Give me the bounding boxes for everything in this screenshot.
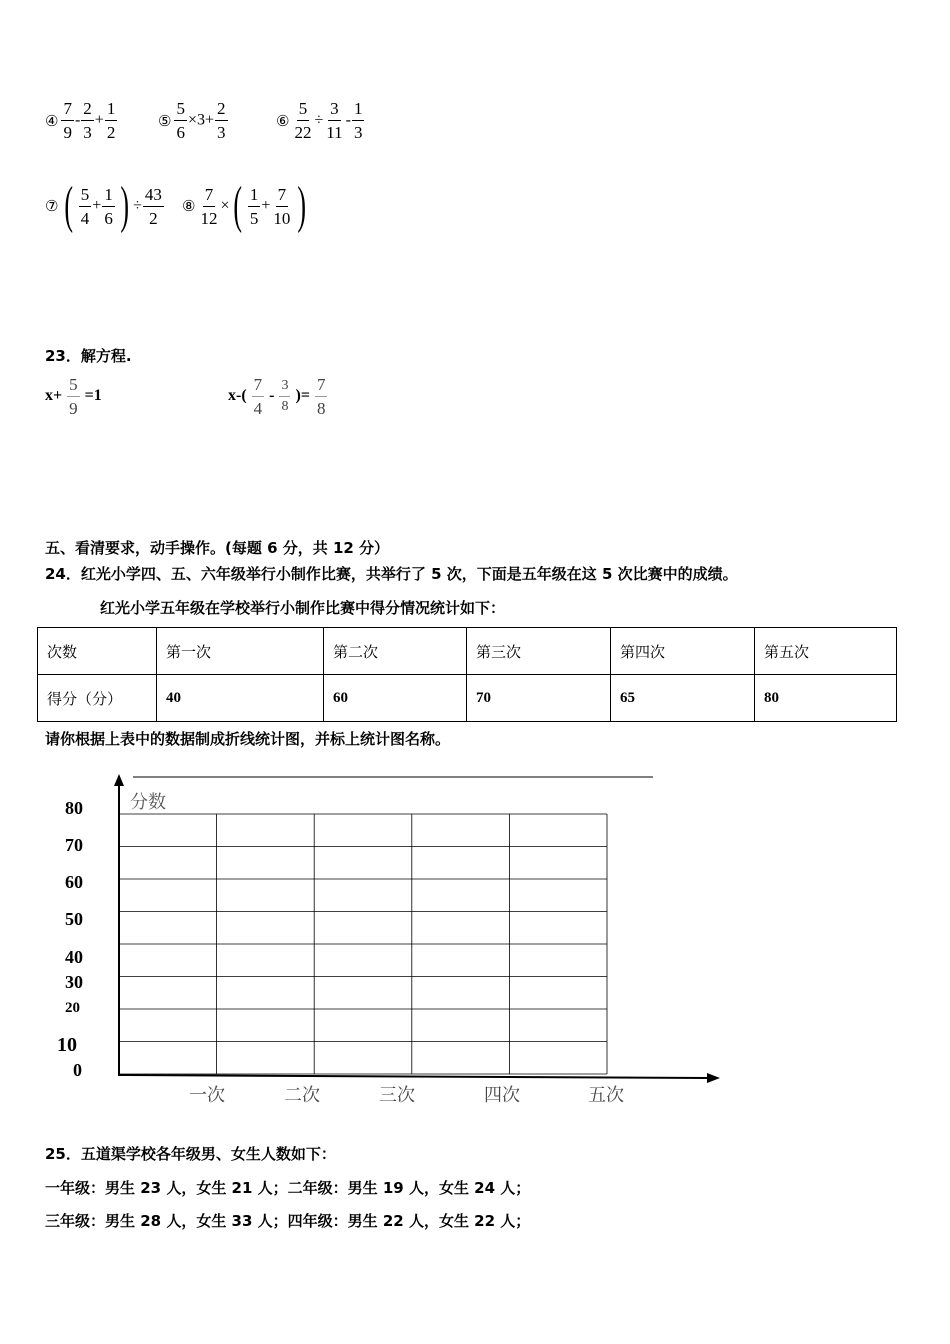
table-cell: 60 (324, 675, 467, 722)
eq1-suffix: =1 (80, 387, 102, 405)
right-paren-glyph: ) (297, 177, 307, 234)
score-table (37, 627, 897, 722)
denominator: 8 (281, 399, 289, 414)
operator: ÷ (133, 197, 142, 214)
x-axis (119, 1075, 708, 1078)
expression-8 (182, 177, 311, 234)
table-header-cell: 第五次 (755, 628, 897, 675)
operator: × (220, 197, 230, 214)
fraction (102, 186, 115, 227)
chart-instruction: 请你根据上表中的数据制成折线统计图，并标上统计图名称。 (45, 730, 451, 748)
y-tick-labels (57, 798, 83, 1080)
q25-line-2: 三年级：男生 28 人，女生 33 人；四年级：男生 22 人，女生 22 人； (45, 1212, 531, 1230)
numerator: 3 (328, 100, 341, 121)
y-axis-label: 分数 (130, 792, 166, 813)
denominator: 3 (217, 123, 226, 142)
denominator: 10 (273, 208, 291, 228)
y-tick-label: 80 (65, 798, 83, 818)
y-tick-label: 0 (73, 1060, 82, 1080)
fraction (215, 100, 228, 141)
numerator: 7 (61, 100, 74, 121)
x-tick-label: 三次 (379, 1085, 415, 1106)
operator: + (94, 111, 104, 129)
operator: ÷ (314, 111, 324, 129)
table-header-cell: 第三次 (467, 628, 611, 675)
table-cell: 得分（分） (38, 675, 157, 722)
fraction (174, 100, 187, 141)
x-tick-label: 一次 (189, 1085, 225, 1106)
operator: + (92, 197, 102, 214)
y-tick-label: 60 (65, 872, 83, 892)
eq2-prefix: x-( (228, 387, 251, 405)
denominator: 9 (63, 123, 72, 142)
numerator: 7 (252, 376, 265, 397)
table-cell: 65 (611, 675, 755, 722)
q25-title: 25．五道渠学校各年级男、女生人数如下： (45, 1145, 336, 1163)
section-5-heading: 五、看清要求，动手操作。(每题 6 分，共 12 分） (45, 539, 390, 557)
denominator: 4 (80, 208, 90, 228)
operator: - (345, 111, 351, 129)
numerator: 7 (276, 186, 289, 207)
denominator: 3 (83, 123, 92, 142)
expression-5 (158, 100, 229, 141)
fraction (292, 100, 313, 141)
fraction (352, 100, 365, 141)
expression-7 (45, 177, 165, 234)
table-header-cell: 次数 (38, 628, 157, 675)
right-paren-glyph: ) (120, 177, 129, 234)
table-caption: 红光小学五年级在学校举行小制作比赛中得分情况统计如下： (100, 599, 506, 617)
numerator: 5 (297, 100, 310, 121)
y-tick-label: 30 (65, 972, 83, 992)
eq2-operator: - (265, 387, 279, 405)
operator: - (74, 111, 81, 129)
expression-5-label: ⑤ (158, 111, 172, 130)
x-tick-labels (189, 1085, 624, 1106)
denominator: 3 (353, 123, 363, 142)
fraction (279, 379, 290, 414)
eq2-mid: )= (291, 387, 314, 405)
numerator: 2 (81, 100, 94, 121)
numerator: 1 (248, 186, 261, 207)
numerator: 1 (352, 100, 365, 121)
table-header-row (38, 628, 897, 675)
x-tick-label: 四次 (484, 1085, 520, 1106)
table-row (38, 675, 897, 722)
x-tick-label: 二次 (284, 1085, 320, 1106)
q23-title: 23．解方程. (45, 347, 132, 365)
numerator: 7 (203, 186, 216, 207)
denominator: 6 (176, 123, 185, 142)
expression-4-label: ④ (45, 111, 59, 130)
numerator: 1 (105, 100, 118, 121)
q23-equation-1 (45, 376, 102, 417)
y-tick-label: 10 (57, 1034, 77, 1056)
fraction (198, 186, 219, 227)
table-header-cell: 第二次 (324, 628, 467, 675)
numerator: 43 (143, 186, 164, 207)
fraction (324, 100, 344, 141)
eq1-prefix: x+ (45, 387, 67, 405)
line-chart-grid (0, 760, 760, 1115)
left-paren-glyph: ( (64, 177, 74, 234)
table-cell: 80 (755, 675, 897, 722)
x-tick-label: 五次 (588, 1085, 624, 1106)
denominator: 6 (104, 208, 113, 228)
fraction (143, 186, 164, 227)
numerator: 5 (67, 376, 80, 397)
fraction (248, 186, 261, 227)
denominator: 22 (294, 123, 312, 142)
y-tick-label: 40 (65, 947, 83, 967)
x-axis-arrow-icon (707, 1073, 720, 1083)
denominator: 4 (253, 399, 263, 418)
numerator: 5 (174, 100, 187, 121)
q25-line-1: 一年级：男生 23 人，女生 21 人；二年级：男生 19 人，女生 24 人； (45, 1179, 531, 1197)
y-tick-label: 50 (65, 909, 83, 929)
y-tick-label: 20 (65, 1000, 80, 1016)
expression-6-label: ⑥ (276, 111, 290, 130)
expression-7-label: ⑦ (45, 197, 59, 215)
expression-4 (45, 100, 118, 141)
numerator: 3 (279, 379, 290, 397)
numerator: 5 (79, 186, 92, 207)
fraction (61, 100, 74, 141)
expression-8-label: ⑧ (182, 197, 196, 215)
y-tick-label: 70 (65, 835, 83, 855)
table-header-cell: 第一次 (157, 628, 324, 675)
chart-grid (119, 814, 607, 1074)
fraction (81, 100, 94, 141)
table-header-cell: 第四次 (611, 628, 755, 675)
fraction (252, 376, 265, 417)
denominator: 11 (326, 123, 343, 142)
expression-6 (276, 100, 365, 141)
left-paren-glyph: ( (233, 177, 243, 234)
fraction (79, 186, 92, 227)
operator: ×3+ (187, 111, 214, 129)
fraction (315, 376, 328, 417)
table-cell: 70 (467, 675, 611, 722)
denominator: 5 (249, 208, 259, 228)
fraction (105, 100, 118, 141)
numerator: 1 (102, 186, 115, 207)
fraction (67, 376, 80, 417)
q24-title: 24．红光小学四、五、六年级举行小制作比赛，共举行了 5 次，下面是五年级在这 5 次比赛中的成绩。 (45, 565, 738, 583)
numerator: 2 (215, 100, 228, 121)
denominator: 2 (106, 123, 116, 142)
q23-equation-2 (228, 376, 328, 417)
denominator: 2 (149, 208, 158, 228)
denominator: 12 (200, 208, 218, 228)
denominator: 9 (69, 399, 78, 418)
numerator: 7 (315, 376, 328, 397)
operator: + (261, 197, 271, 214)
y-axis-arrow-icon (114, 774, 124, 786)
fraction (271, 186, 292, 227)
denominator: 8 (316, 399, 326, 418)
table-cell: 40 (157, 675, 324, 722)
